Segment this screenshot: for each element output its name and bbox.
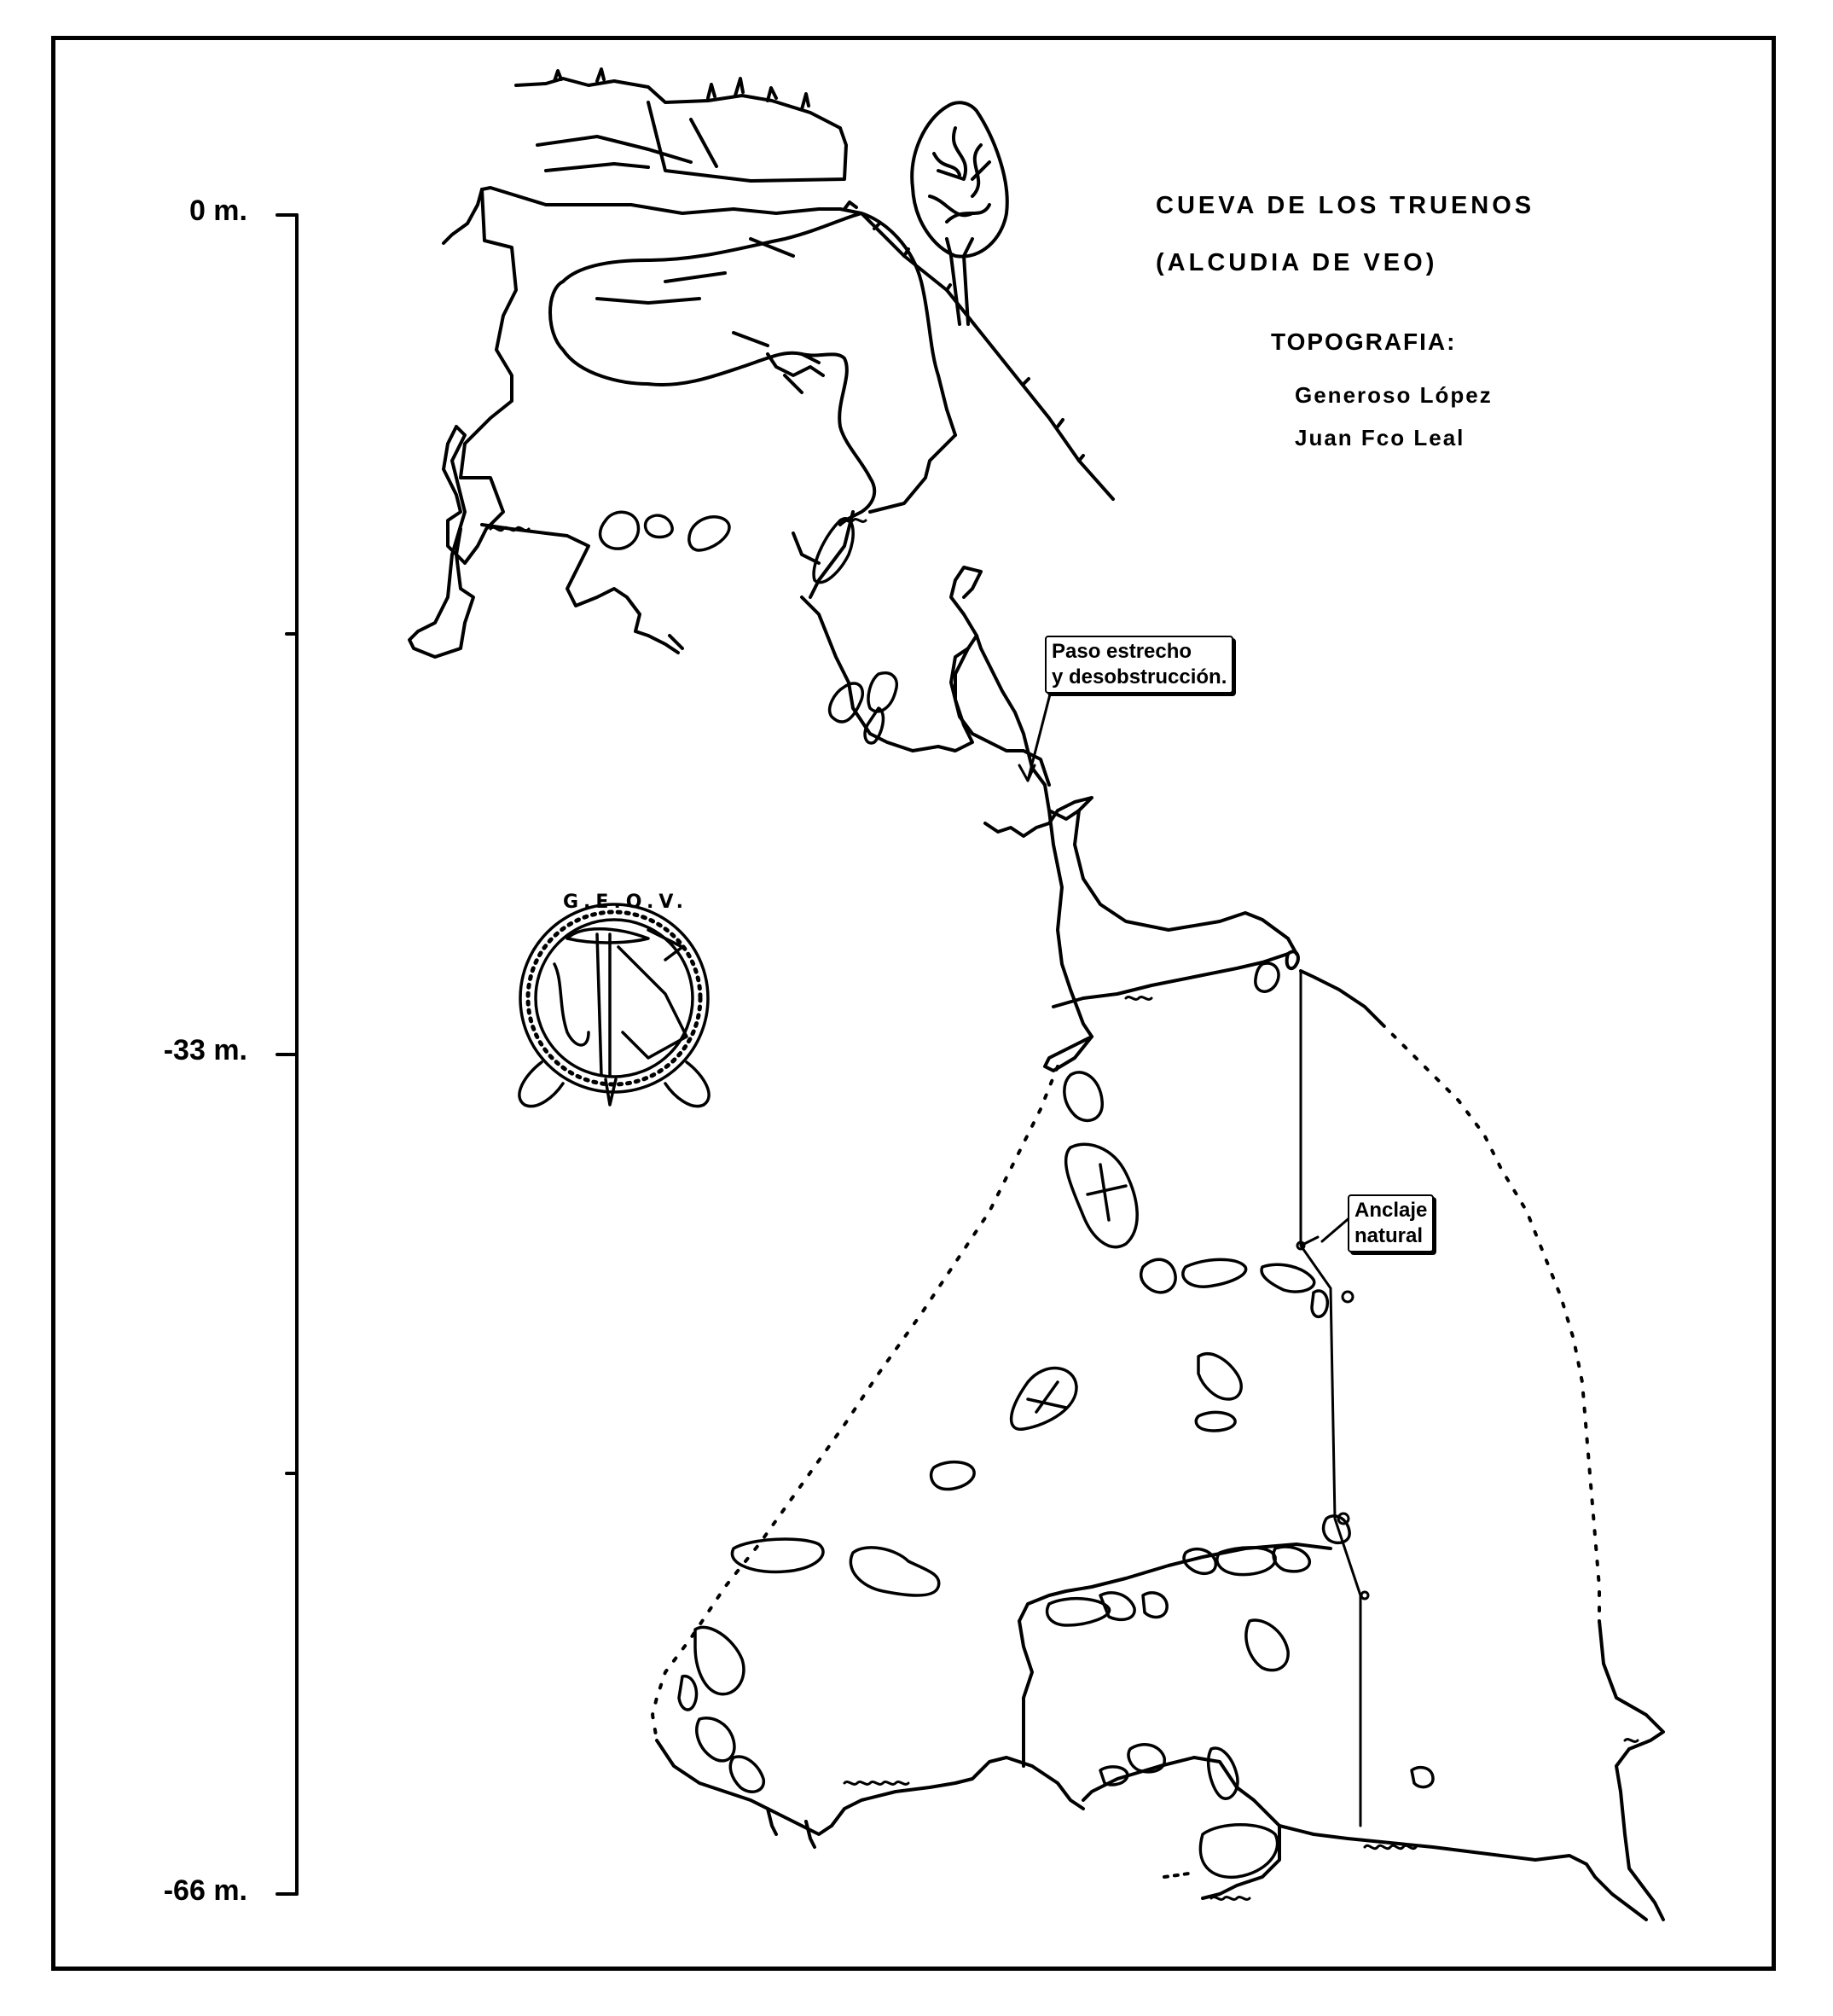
narrow-passage-line-1: Paso estrecho [1052,640,1192,663]
club-logo [519,904,709,1107]
crust-textures [490,520,1638,1900]
rope-descent-line [1297,971,1368,1826]
credit-author-2: Juan Fco Leal [1295,425,1465,450]
cave-chamber-walls [653,971,1663,1920]
surface-terrain [516,69,1113,499]
depth-label-0: 0 m. [189,195,247,227]
natural-anchor-line-1: Anclaje [1354,1199,1428,1222]
map-subtitle: (ALCUDIA DE VEO) [1156,249,1438,276]
natural-anchor-note [1348,1194,1434,1252]
cave-middle-gallery [1045,810,1298,1071]
tree-illustration [912,102,1007,324]
credit-author-1: Generoso López [1295,382,1493,408]
natural-anchor-line-2: natural [1354,1224,1424,1247]
depth-label-minus-66: -66 m. [163,1874,247,1907]
depth-label-minus-33: -33 m. [163,1034,247,1066]
depth-scale-bar [277,215,297,1894]
narrow-passage-note [1045,636,1233,694]
cave-upper-galleries [409,188,1092,836]
credits-heading: TOPOGRAFIA: [1271,328,1457,355]
narrow-passage-line-2: y desobstrucción. [1052,665,1227,688]
club-logo-text: G.E.O.V. [563,892,688,913]
map-title: CUEVA DE LOS TRUENOS [1156,192,1535,219]
